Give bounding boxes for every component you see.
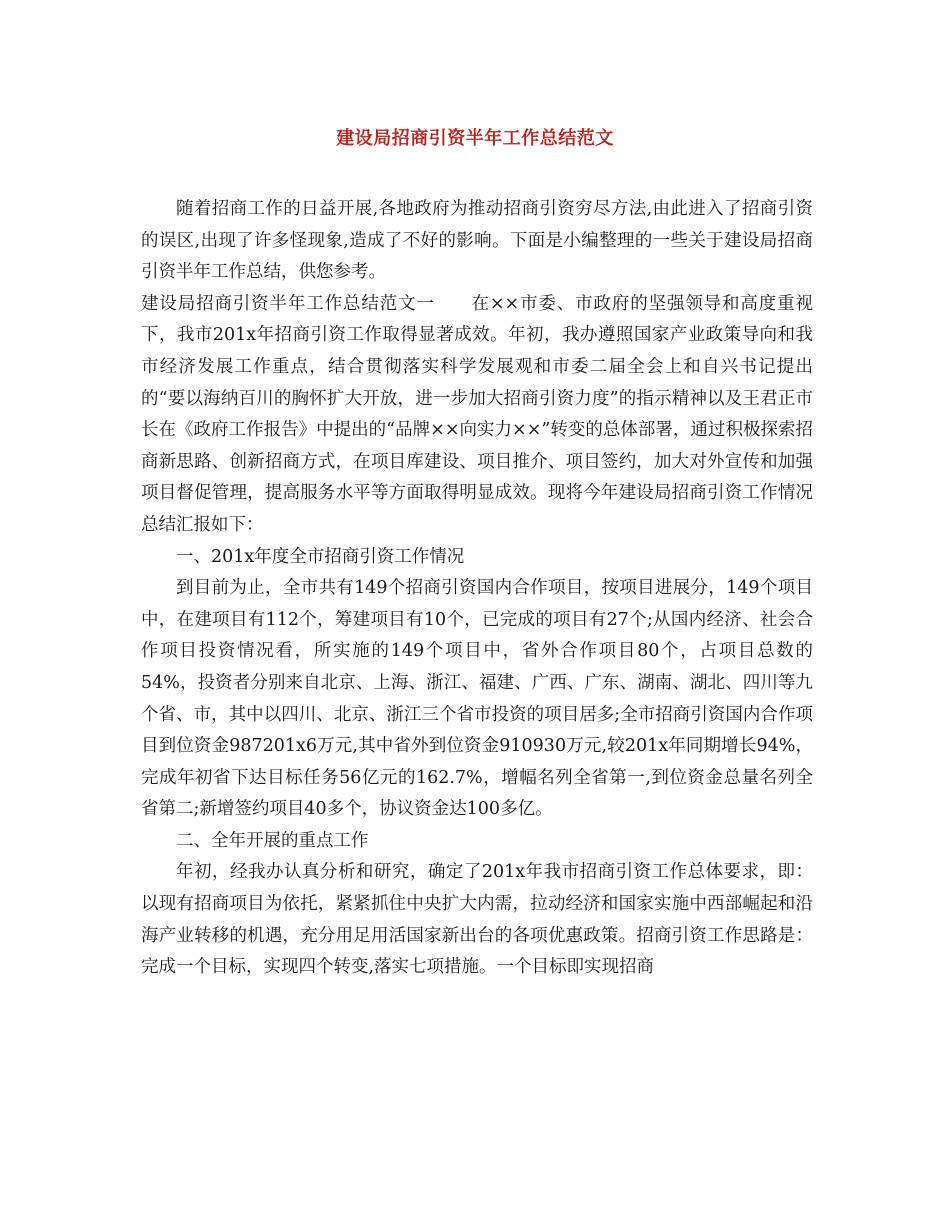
paragraph-section-one-heading: 建设局招商引资半年工作总结范文一 在××市委、市政府的坚强领导和高度重视下，我市201x年招商引资工作取得显著成效。年初，我办遵照国家产业政策导向和我市经济发展工作重点，结合贯彻落实科学发展观和市委二届全会上和自兴书记提出的“要以海纳百川的胸怀扩大开放，进一步加大招商引资力度”的指示精神以及王君正市长在《政府工作报告》中提出的“品牌××向实力××”转变的总体部署，通过积极探索招商新思路、创新招商方式，在项目库建设、项目推介、项目签约，加大对外宣传和加强项目督促管理，提高服务水平等方面取得明显成效。现将今年建设局招商引资工作情况总结汇报如下： (141, 293, 813, 535)
paragraph-key-work: 年初，经我办认真分析和研究，确定了201x年我市招商引资工作总体要求，即：以现有招商项目为依托，紧紧抓住中央扩大内需，拉动经济和国家实施中西部崛起和沿海产业转移的机遇，充分用足用活国家新出台的各项优惠政策。招商引资工作思路是：完成一个目标，实现四个转变,落实七项措施。一个目标即实现招商 (141, 862, 813, 978)
document-body (141, 194, 813, 984)
paragraph-statistics: 到目前为止，全市共有149个招商引资国内合作项目，按项目进展分，149个项目中，在建项目有112个，筹建项目有10个，已完成的项目有27个;从国内经济、社会合作项目投资情况看，所实施的149个项目中，省外合作项目80个，占项目总数的54%，投资者分别来自北京、上海、浙江、福建、广西、广东、湖南、湖北、四川等九个省、市，其中以四川、北京、浙江三个省市投资的项目居多;全市招商引资国内合作项目到位资金987201x6万元,其中省外到位资金910930万元,较201x年同期增长94%，完成年初省下达目标任务56亿元的162.7%，增幅名列全省第一,到位资金总量名列全省第二;新增签约项目40多个，协议资金达100多亿。 (141, 578, 813, 820)
paragraph-intro: 随着招商工作的日益开展,各地政府为推动招商引资穷尽方法,由此进入了招商引资的误区,出现了许多怪现象,造成了不好的影响。下面是小编整理的一些关于建设局招商引资半年工作总结，供您参考。 (141, 199, 813, 283)
paragraph-heading-two: 二、全年开展的重点工作 (176, 830, 369, 851)
paragraph-heading-one: 一、201x年度全市招商引资工作情况 (176, 546, 465, 567)
document-title: 建设局招商引资半年工作总结范文 (336, 128, 614, 149)
